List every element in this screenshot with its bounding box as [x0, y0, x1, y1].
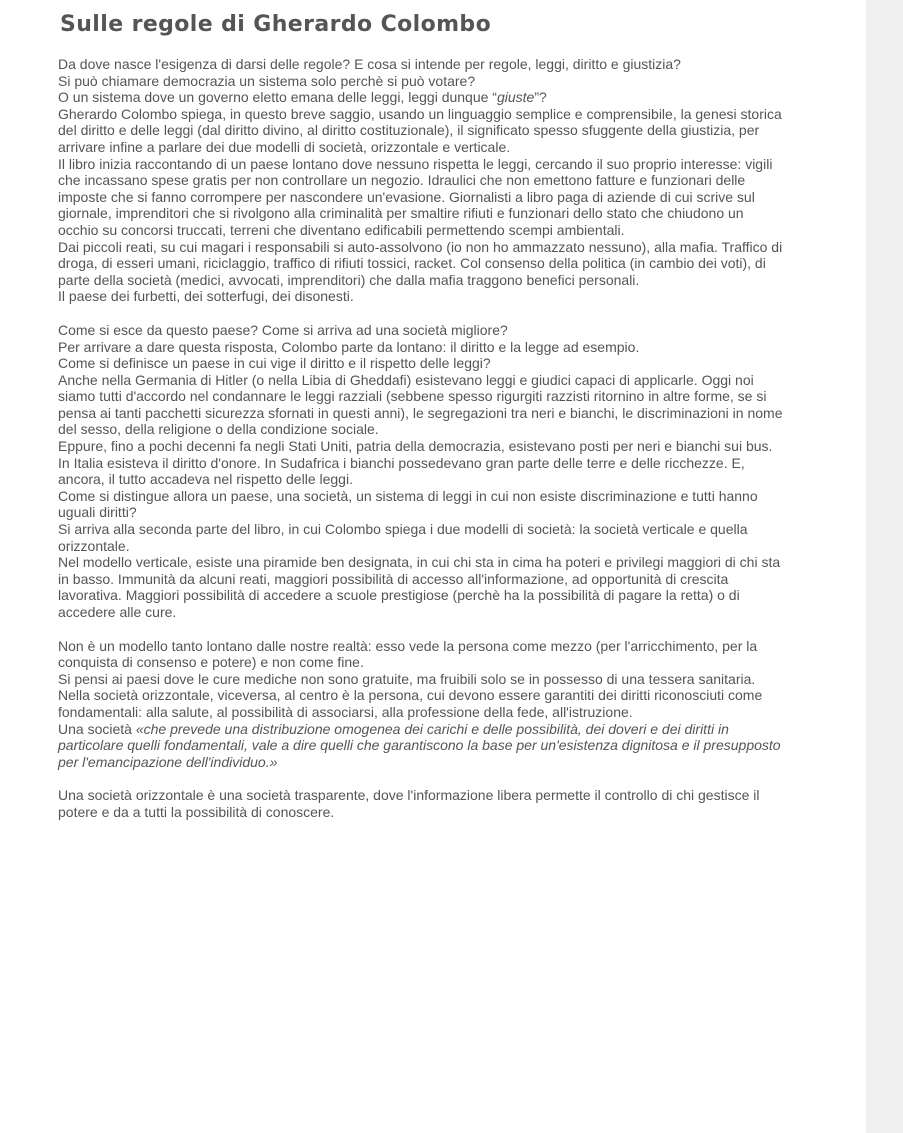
paragraph-text: ”? — [534, 89, 547, 106]
quote-text: «che prevede una distribuzione omogenea dei carichi e delle possibilità, dei doveri e dei diritti in particolare quelli fondamentali, vale a dire quelli che garantiscono la base per un'esistenza dignitosa e il presupposto per l'emancipazione dell'individuo.» — [58, 720, 781, 770]
paragraph: Il libro inizia raccontando di un paese lontano dove nessuno rispetta le leggi, cercando il suo proprio interesse: vigili che incassano spese gratis per non controllare un negozio. Idraulici che non emettono fatture e funzionari delle imposte che si fanno corrompere per nascondere un'evasione. Giornalisti a libro paga di aziende di cui scrive sul giornale, imprenditori che si rivolgono alla criminalità per smaltire rifiuti e funzionari dello stato che chiudono un occhio su concorsi truccati, terreni che diventano edificabili permettendo scempi ambientali. — [58, 155, 773, 238]
paragraph-gap — [58, 770, 786, 787]
paragraph: Per arrivare a dare questa risposta, Colombo parte da lontano: il diritto e la legge ad esempio. — [58, 338, 640, 355]
paragraph: Come si definisce un paese in cui vige il diritto e il rispetto delle leggi? — [58, 355, 491, 372]
paragraph: Non è un modello tanto lontano dalle nostre realtà: esso vede la persona come mezzo (per l'arricchimento, per la conquista di consenso e potere) e non come fine. — [58, 637, 758, 671]
paragraph: Gherardo Colombo spiega, in questo breve saggio, usando un linguaggio semplice e comprensibile, la genesi storica del diritto e delle leggi (dal diritto divino, al diritto costituzionale), il significato spesso sfuggente della giustizia, per arrivare infine a parlare dei due modelli di società, orizzontale e verticale. — [58, 105, 782, 155]
paragraph: Da dove nasce l'esigenza di darsi delle regole? E cosa si intende per regole, leggi, diritto e giustizia? — [58, 56, 681, 72]
paragraph: Una società orizzontale è una società trasparente, dove l'informazione libera permette il controllo di chi gestisce il potere e da a tutti la possibilità di conoscere. — [58, 787, 760, 820]
article — [58, 12, 786, 821]
emphasis-text: giuste — [496, 89, 535, 106]
paragraph: Si può chiamare democrazia un sistema solo perchè si può votare? — [58, 72, 476, 89]
paragraph: Eppure, fino a pochi decenni fa negli Stati Uniti, patria della democrazia, esistevano posti per neri e bianchi sui bus. In Italia esisteva il diritto d'onore. In Sudafrica i bianchi possedevano gran parte delle terre e delle ricchezze. E, ancora, il tutto accadeva nel rispetto delle leggi. — [58, 438, 773, 488]
paragraph: Dai piccoli reati, su cui magari i responsabili si auto-assolvono (io non ho ammazzato nessuno), alla mafia. Traffico di droga, di esseri umani, riciclaggio, traffico di rifiuti tossici, racket. Col consenso della politica (in cambio dei voti), di parte della società (medici, avvocati, imprenditori) che dalla mafia traggono benefici personali. — [58, 238, 783, 288]
paragraph-text: Una società — [58, 720, 136, 737]
right-sidebar — [866, 0, 903, 1133]
paragraph: Anche nella Germania di Hitler (o nella Libia di Gheddafi) esistevano leggi e giudici capaci di applicarle. Oggi noi siamo tutti d'accordo nel condannare le leggi razziali (sebbene spesso rigurgiti razzisti ritornino in altre forme, se si pensa ai tanti pacchetti sicurezza sfornati in questi anni), le segregazioni tra neri e bianchi, le discriminazioni in nome del sesso, della religione o della condizione sociale. — [58, 371, 783, 438]
paragraph: Come si distingue allora un paese, una società, un sistema di leggi in cui non esiste discriminazione e tutti hanno uguali diritti? — [58, 487, 758, 521]
paragraph: Nel modello verticale, esiste una piramide ben designata, in cui chi sta in cima ha poteri e privilegi maggiori di chi sta in basso. Immunità da alcuni reati, maggiori possibilità di accesso all'informazione, ad opportunità di crescita lavorativa. Maggiori possibilità di accedere a scuole prestigiose (perchè ha la possibilità di pagare la retta) o di accedere alle cure. — [58, 554, 781, 620]
paragraph-text: O un sistema dove un governo eletto emana delle leggi, leggi dunque “ — [58, 89, 497, 106]
paragraph: Il paese dei furbetti, dei sotterfugi, dei disonesti. — [58, 288, 354, 305]
article-section-1 — [58, 56, 786, 305]
paragraph: Nella società orizzontale, viceversa, al centro è la persona, cui devono essere garantiti dei diritti riconosciuti come fondamentali: alla salute, al possibilità di associarsi, alla professione della fede, all'istruzione. — [58, 687, 763, 720]
article-title: Sulle regole di Gherardo Colombo — [60, 12, 492, 37]
paragraph — [58, 89, 786, 106]
article-section-4 — [58, 787, 786, 820]
paragraph: Si arriva alla seconda parte del libro, in cui Colombo spiega i due modelli di società: la società verticale e quella orizzontale. — [58, 521, 748, 554]
paragraph-gap — [58, 305, 786, 322]
article-section-3 — [58, 638, 786, 771]
paragraph-gap — [58, 621, 786, 638]
quote-paragraph — [58, 721, 786, 771]
paragraph: Come si esce da questo paese? Come si arriva ad una società migliore? — [58, 321, 508, 338]
paragraph: Si pensi ai paesi dove le cure mediche non sono gratuite, ma fruibili solo se in possesso di una tessera sanitaria. — [58, 670, 756, 687]
article-section-2 — [58, 322, 786, 621]
